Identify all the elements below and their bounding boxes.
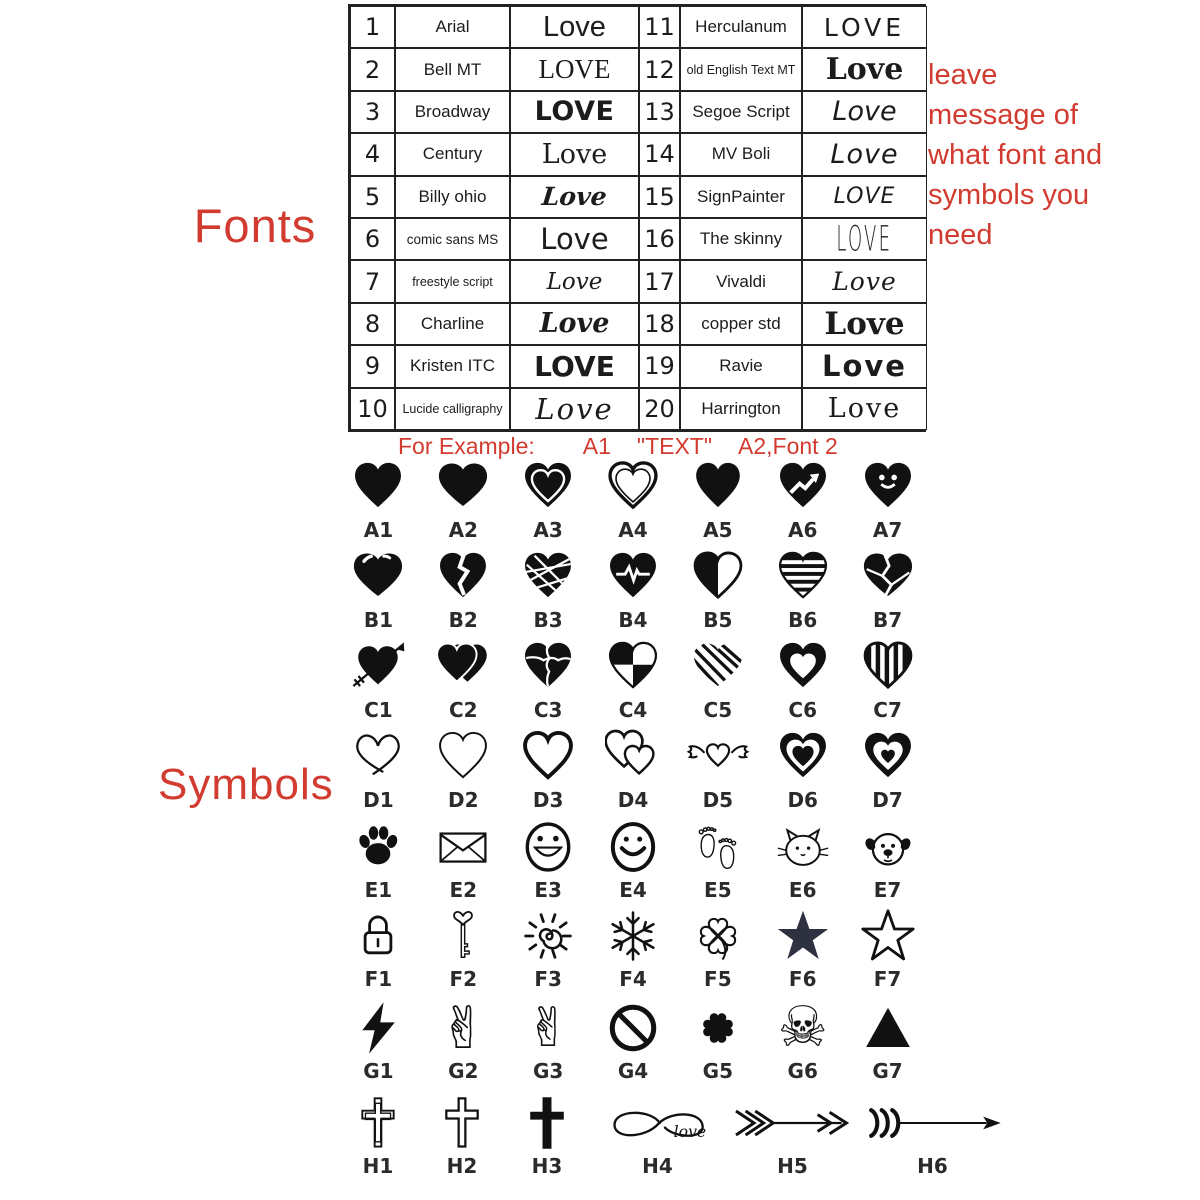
font-sample-text: Love bbox=[822, 349, 907, 384]
font-sample bbox=[510, 91, 639, 133]
symbol-C4 bbox=[605, 636, 661, 722]
symbol-F4 bbox=[605, 905, 661, 991]
symbol-B1 bbox=[350, 546, 406, 632]
font-sample-text: LOVE bbox=[823, 12, 906, 42]
symbol-E2 bbox=[435, 816, 491, 902]
arrow-feather-icon bbox=[863, 1093, 1003, 1153]
font-name: The skinny bbox=[680, 218, 802, 260]
heart-solid-round-icon bbox=[435, 457, 491, 517]
spiral-sun-icon bbox=[520, 906, 576, 966]
note-text: leave message of what font and symbols you need bbox=[928, 59, 1103, 251]
symbol-A2 bbox=[435, 456, 491, 542]
font-name: Billy ohio bbox=[395, 176, 510, 218]
heart-stripes-horizontal-icon bbox=[775, 547, 831, 607]
font-sample-text: Love bbox=[540, 182, 609, 212]
font-row-number: 2 bbox=[350, 48, 395, 90]
font-row-number: 5 bbox=[350, 176, 395, 218]
font-row-number: 19 bbox=[639, 345, 680, 387]
symbol-B4 bbox=[605, 546, 661, 632]
symbol-code-label: H4 bbox=[642, 1154, 673, 1178]
font-name: Kristen ITC bbox=[395, 345, 510, 387]
svg-text:love: love bbox=[673, 1121, 706, 1141]
heart-wings-icon bbox=[678, 727, 758, 787]
font-sample bbox=[510, 260, 639, 302]
font-name: old English Text MT bbox=[680, 48, 802, 90]
star-solid-icon bbox=[775, 906, 831, 966]
symbol-code-label: F7 bbox=[873, 967, 902, 991]
symbol-C6 bbox=[775, 636, 831, 722]
font-sample bbox=[802, 345, 927, 387]
font-sample bbox=[510, 6, 639, 48]
font-row-number: 4 bbox=[350, 133, 395, 175]
four-leaf-clover-outline-icon bbox=[690, 906, 746, 966]
font-sample-text: Love bbox=[824, 305, 905, 342]
symbol-code-label: A7 bbox=[872, 518, 903, 542]
symbol-C3 bbox=[520, 636, 576, 722]
heart-shine-icon bbox=[350, 547, 406, 607]
symbol-H1 bbox=[336, 1092, 420, 1178]
symbol-code-label: G3 bbox=[532, 1059, 564, 1083]
smiley-laughing-icon bbox=[520, 817, 576, 877]
symbol-code-label: A6 bbox=[788, 518, 818, 542]
star-outline-icon bbox=[860, 906, 916, 966]
font-sample bbox=[510, 48, 639, 90]
symbol-code-label: E2 bbox=[449, 878, 478, 902]
font-sample bbox=[802, 91, 927, 133]
symbol-H6 bbox=[860, 1092, 1005, 1178]
symbol-D1 bbox=[350, 726, 406, 812]
symbol-C1 bbox=[350, 636, 406, 722]
symbol-C5 bbox=[690, 636, 746, 722]
font-name: Broadway bbox=[395, 91, 510, 133]
font-sample-text: LOVE bbox=[534, 349, 615, 383]
font-name: SignPainter bbox=[680, 176, 802, 218]
font-sample-text: LOVE bbox=[833, 184, 896, 210]
symbol-row-E bbox=[336, 816, 930, 902]
font-sample bbox=[510, 133, 639, 175]
font-name: Ravie bbox=[680, 345, 802, 387]
font-name: Vivaldi bbox=[680, 260, 802, 302]
smiley-face-icon bbox=[605, 817, 661, 877]
symbol-code-label: E3 bbox=[534, 878, 562, 902]
heart-trend-arrow-icon bbox=[775, 457, 831, 517]
heart-key-icon bbox=[435, 906, 491, 966]
font-sample bbox=[802, 48, 927, 90]
font-row-number: 7 bbox=[350, 260, 395, 302]
symbol-code-label: D1 bbox=[363, 788, 394, 812]
font-sample-text: LOVE bbox=[534, 96, 615, 128]
heart-scribble-over-icon bbox=[520, 547, 576, 607]
font-sample bbox=[510, 303, 639, 345]
symbol-row-D bbox=[336, 726, 930, 812]
font-sample-text: LOVE bbox=[538, 54, 611, 85]
symbol-code-label: A1 bbox=[363, 518, 394, 542]
symbol-code-label: D3 bbox=[532, 788, 564, 812]
font-row-number: 6 bbox=[350, 218, 395, 260]
symbol-code-label: D5 bbox=[702, 788, 734, 812]
envelope-icon bbox=[435, 817, 491, 877]
font-name: Harrington bbox=[680, 388, 802, 430]
font-sample bbox=[802, 388, 927, 430]
hearts-double-solid-icon bbox=[432, 637, 494, 697]
font-sample bbox=[802, 6, 927, 48]
symbol-code-label: C6 bbox=[788, 698, 817, 722]
symbol-B5 bbox=[690, 546, 746, 632]
symbol-G3 bbox=[526, 997, 571, 1083]
symbol-E7 bbox=[860, 816, 916, 902]
font-sample-text: Love bbox=[546, 268, 603, 295]
symbol-code-label: C7 bbox=[873, 698, 902, 722]
symbol-F2 bbox=[435, 905, 491, 991]
victory-hand-icon: ✌ bbox=[438, 994, 488, 1062]
symbol-code-label: H6 bbox=[917, 1154, 948, 1178]
font-row-number: 11 bbox=[639, 6, 680, 48]
symbol-row-H bbox=[336, 1092, 1016, 1178]
font-name: MV Boli bbox=[680, 133, 802, 175]
symbol-code-label: A5 bbox=[703, 518, 733, 542]
heart-broken-bolt-icon bbox=[435, 547, 491, 607]
font-sample bbox=[802, 260, 927, 302]
heart-half-filled-icon bbox=[690, 547, 746, 607]
skull-crossbones-icon: ☠ bbox=[777, 995, 828, 1060]
symbol-H4 bbox=[590, 1092, 725, 1178]
symbol-row-C bbox=[336, 636, 930, 722]
symbol-F6 bbox=[775, 905, 831, 991]
font-name: Century bbox=[395, 133, 510, 175]
symbol-B7 bbox=[860, 546, 916, 632]
heart-puzzle-icon bbox=[520, 637, 576, 697]
symbol-H3 bbox=[504, 1092, 590, 1178]
symbol-G5 bbox=[690, 997, 746, 1083]
fonts-heading: Fonts bbox=[193, 199, 317, 252]
heart-clover-icon bbox=[690, 998, 746, 1058]
cross-solid-icon bbox=[519, 1093, 575, 1153]
font-row-number: 20 bbox=[639, 388, 680, 430]
symbol-code-label: G1 bbox=[363, 1059, 394, 1083]
symbol-code-label: A4 bbox=[618, 518, 648, 542]
font-sample-text: Love bbox=[832, 267, 897, 297]
symbol-code-label: H2 bbox=[446, 1154, 478, 1178]
symbol-code-label: H5 bbox=[777, 1154, 808, 1178]
heart-solid-slim-icon bbox=[690, 457, 746, 517]
example-part-1: A1 bbox=[582, 433, 611, 459]
symbol-G1 bbox=[350, 997, 406, 1083]
victory-hand-cartoon-icon: ✌ bbox=[525, 996, 571, 1059]
symbol-C2 bbox=[432, 636, 494, 722]
symbol-F7 bbox=[860, 905, 916, 991]
font-name: Segoe Script bbox=[680, 91, 802, 133]
symbol-A3 bbox=[520, 456, 576, 542]
heart-scribble-sketch-icon bbox=[690, 637, 746, 697]
symbol-code-label: A3 bbox=[533, 518, 563, 542]
symbol-code-label: B1 bbox=[363, 608, 393, 632]
heart-quarters-icon bbox=[605, 637, 661, 697]
font-sample bbox=[510, 218, 639, 260]
symbol-B6 bbox=[775, 546, 831, 632]
symbol-E6 bbox=[775, 816, 831, 902]
fonts-table bbox=[348, 4, 926, 432]
font-sample bbox=[510, 345, 639, 387]
example-label: For Example: bbox=[398, 433, 535, 459]
symbols-heading: Symbols bbox=[158, 760, 334, 809]
symbol-code-label: G6 bbox=[787, 1059, 818, 1083]
font-sample bbox=[802, 303, 927, 345]
symbol-D5 bbox=[678, 726, 758, 812]
symbol-code-label: E4 bbox=[619, 878, 647, 902]
symbol-G7 bbox=[860, 997, 916, 1083]
font-sample-text: Love bbox=[825, 52, 904, 88]
symbol-H5 bbox=[725, 1092, 860, 1178]
symbol-G2 bbox=[438, 994, 488, 1083]
symbol-code-label: B4 bbox=[618, 608, 648, 632]
symbol-code-label: E7 bbox=[873, 878, 902, 902]
symbol-B3 bbox=[520, 546, 576, 632]
font-row-number: 9 bbox=[350, 345, 395, 387]
hearts-double-outline-icon bbox=[605, 727, 661, 787]
heart-inner-outline-icon bbox=[520, 457, 576, 517]
symbol-G6 bbox=[778, 997, 828, 1083]
symbol-F3 bbox=[520, 905, 576, 991]
symbol-code-label: H3 bbox=[531, 1154, 563, 1178]
symbol-E1 bbox=[350, 816, 406, 902]
font-row-number: 17 bbox=[639, 260, 680, 302]
heart-solid-icon bbox=[350, 457, 406, 517]
symbol-code-label: F6 bbox=[788, 967, 817, 991]
cat-face-icon bbox=[775, 817, 831, 877]
font-sample-text: Love bbox=[541, 138, 608, 170]
symbol-B2 bbox=[435, 546, 491, 632]
symbol-code-label: A2 bbox=[448, 518, 478, 542]
baby-feet-icon bbox=[689, 817, 747, 877]
heart-concentric-dot-icon bbox=[860, 727, 916, 787]
font-sample bbox=[510, 388, 639, 430]
symbol-D6 bbox=[775, 726, 831, 812]
padlock-icon bbox=[350, 906, 406, 966]
heart-arrow-through-icon bbox=[350, 637, 406, 697]
symbol-code-label: G7 bbox=[872, 1059, 903, 1083]
font-sample bbox=[510, 176, 639, 218]
font-sample bbox=[802, 176, 927, 218]
symbol-code-label: F1 bbox=[364, 967, 393, 991]
symbol-row-A bbox=[336, 456, 930, 542]
symbol-code-label: B6 bbox=[788, 608, 818, 632]
no-sign-icon bbox=[605, 998, 661, 1058]
font-row-number: 1 bbox=[350, 6, 395, 48]
symbol-code-label: E1 bbox=[364, 878, 393, 902]
heart-heartbeat-icon bbox=[605, 547, 661, 607]
font-row-number: 12 bbox=[639, 48, 680, 90]
font-name: Arial bbox=[395, 6, 510, 48]
symbol-A5 bbox=[690, 456, 746, 542]
symbol-code-label: D4 bbox=[617, 788, 649, 812]
font-row-number: 3 bbox=[350, 91, 395, 133]
font-sample-text: Love bbox=[535, 391, 614, 426]
symbol-A1 bbox=[350, 456, 406, 542]
symbol-code-label: C4 bbox=[618, 698, 648, 722]
font-sample bbox=[802, 218, 927, 260]
symbol-H2 bbox=[420, 1092, 504, 1178]
symbol-row-B bbox=[336, 546, 930, 632]
symbol-code-label: E5 bbox=[704, 878, 732, 902]
dog-face-icon bbox=[860, 817, 916, 877]
font-name: freestyle script bbox=[395, 260, 510, 302]
example-part-2: "TEXT" bbox=[636, 433, 713, 459]
symbol-row-F bbox=[336, 905, 930, 991]
font-name: Charline bbox=[395, 303, 510, 345]
symbol-code-label: H1 bbox=[362, 1154, 394, 1178]
symbol-code-label: G2 bbox=[448, 1059, 479, 1083]
font-sample-text: Love bbox=[539, 308, 610, 340]
symbol-A6 bbox=[775, 456, 831, 542]
symbol-D3 bbox=[520, 726, 576, 812]
symbol-code-label: F5 bbox=[704, 967, 732, 991]
font-sample-text: Love bbox=[827, 393, 902, 425]
cross-outline-icon bbox=[434, 1093, 490, 1153]
font-sample-text: Love bbox=[543, 10, 606, 43]
symbol-F5 bbox=[690, 905, 746, 991]
font-name: Herculanum bbox=[680, 6, 802, 48]
symbol-A4 bbox=[605, 456, 661, 542]
symbol-code-label: G4 bbox=[617, 1059, 649, 1083]
symbol-code-label: B5 bbox=[703, 608, 733, 632]
symbol-code-label: C1 bbox=[364, 698, 393, 722]
arrow-chevrons-icon bbox=[730, 1093, 856, 1153]
heart-outline-bold-icon bbox=[520, 727, 576, 787]
font-row-number: 8 bbox=[350, 303, 395, 345]
heart-cutout-heart-icon bbox=[775, 637, 831, 697]
symbol-E3 bbox=[520, 816, 576, 902]
font-row-number: 14 bbox=[639, 133, 680, 175]
symbol-code-label: F2 bbox=[449, 967, 478, 991]
heart-smiley-icon bbox=[860, 457, 916, 517]
heart-outline-icon bbox=[435, 727, 491, 787]
font-sample-text: Love bbox=[540, 222, 609, 257]
symbol-code-label: B2 bbox=[448, 608, 478, 632]
symbol-code-label: B3 bbox=[533, 608, 563, 632]
triangle-solid-icon bbox=[860, 998, 916, 1058]
symbol-C7 bbox=[860, 636, 916, 722]
font-row-number: 16 bbox=[639, 218, 680, 260]
symbol-E4 bbox=[605, 816, 661, 902]
symbol-code-label: F3 bbox=[534, 967, 562, 991]
font-sample-text: Love bbox=[832, 96, 897, 128]
symbol-E5 bbox=[689, 816, 747, 902]
symbol-D4 bbox=[605, 726, 661, 812]
symbol-row-G bbox=[336, 994, 930, 1083]
symbol-code-label: C5 bbox=[703, 698, 733, 722]
symbol-code-label: E6 bbox=[788, 878, 817, 902]
symbol-D2 bbox=[435, 726, 491, 812]
font-row-number: 10 bbox=[350, 388, 395, 430]
lightning-bolt-icon bbox=[350, 998, 406, 1058]
heart-doodle-outline-icon bbox=[350, 727, 406, 787]
symbol-G4 bbox=[605, 997, 661, 1083]
symbol-code-label: G5 bbox=[702, 1059, 734, 1083]
font-sample-text: Love bbox=[830, 138, 899, 170]
symbol-A7 bbox=[860, 456, 916, 542]
paw-print-icon bbox=[350, 817, 406, 877]
symbol-code-label: C3 bbox=[533, 698, 563, 722]
symbol-D7 bbox=[860, 726, 916, 812]
font-sample bbox=[802, 133, 927, 175]
font-name: copper std bbox=[680, 303, 802, 345]
symbol-code-label: C2 bbox=[448, 698, 478, 722]
heart-broken-pieces-icon bbox=[860, 547, 916, 607]
font-sample-text: LOVE bbox=[836, 218, 893, 260]
symbol-F1 bbox=[350, 905, 406, 991]
heart-double-outline-icon bbox=[605, 457, 661, 517]
heart-stripes-vertical-icon bbox=[860, 637, 916, 697]
infinity-love-icon bbox=[600, 1093, 716, 1153]
symbol-code-label: D2 bbox=[448, 788, 479, 812]
example-part-3: A2,Font 2 bbox=[738, 433, 838, 459]
symbol-code-label: F4 bbox=[619, 967, 647, 991]
symbol-code-label: B7 bbox=[872, 608, 903, 632]
symbol-code-label: D6 bbox=[787, 788, 818, 812]
snowflake-icon bbox=[605, 906, 661, 966]
font-name: comic sans MS bbox=[395, 218, 510, 260]
font-row-number: 18 bbox=[639, 303, 680, 345]
cross-double-outline-icon bbox=[350, 1093, 406, 1153]
symbol-code-label: D7 bbox=[872, 788, 903, 812]
font-name: Lucide calligraphy bbox=[395, 388, 510, 430]
font-row-number: 13 bbox=[639, 91, 680, 133]
font-name: Bell MT bbox=[395, 48, 510, 90]
font-row-number: 15 bbox=[639, 176, 680, 218]
heart-concentric-icon bbox=[775, 727, 831, 787]
